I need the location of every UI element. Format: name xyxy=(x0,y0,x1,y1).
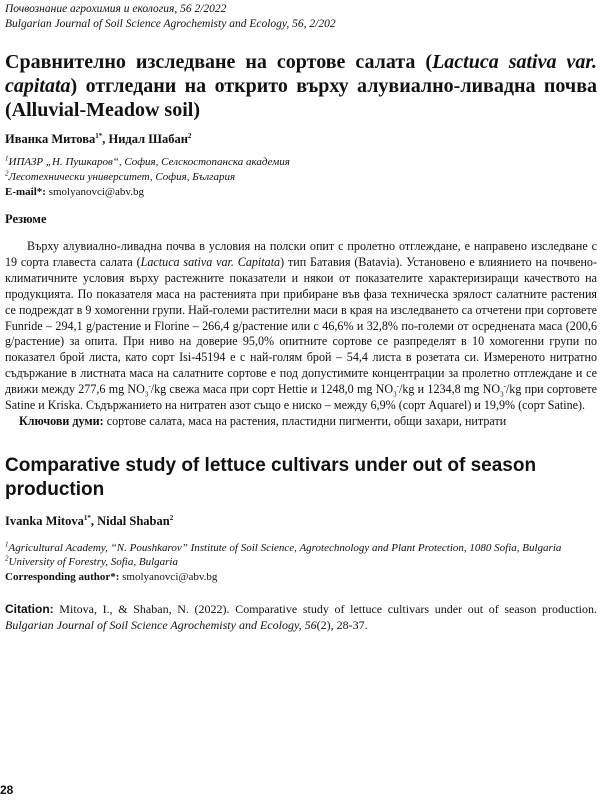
subscript: 3 xyxy=(393,390,397,399)
paper-page xyxy=(5,0,597,800)
bg-affiliations xyxy=(5,155,597,185)
aff-text: University of Forestry, Sofia, Bulgaria xyxy=(8,556,178,569)
corresponding-email[interactable]: smolyanovci@abv.bg xyxy=(119,570,218,583)
citation-text: (2), 28-37. xyxy=(316,617,368,632)
bg-author-2: Нидал Шабан xyxy=(108,132,188,146)
author-separator: , xyxy=(90,513,98,528)
abstract-text: /kg при сортовете Satine и Kriska. Съдържанието на нитратен азот също е ниско – между 6,9% (сорт Aquarel) и 19,9% (сорт Satine). xyxy=(5,382,597,413)
superscript: - xyxy=(503,382,506,391)
aff-sup: 1 xyxy=(5,540,9,549)
en-author-1-sup: 1* xyxy=(83,513,91,522)
en-authors xyxy=(5,514,597,529)
bg-authors xyxy=(5,132,597,147)
journal-header-bg: Почвознание агрохимия и екология, 56 2/2022 xyxy=(5,3,227,15)
subscript: 3 xyxy=(144,390,149,399)
en-title: Comparative study of lettuce cultivars under out of season production xyxy=(5,454,537,500)
journal-header xyxy=(5,2,597,32)
subscript: 3 xyxy=(500,390,504,399)
en-author-2: Nidal Shaban xyxy=(97,513,170,528)
bg-title-part: ) отгледани на открито върху алувиално-ливадна почва (Alluvial-Meadow soil) xyxy=(5,75,597,121)
bg-author-1: Иванка Митова xyxy=(5,132,96,146)
citation-label: Citation: xyxy=(5,601,54,616)
abstract-latin: Lactuca sativa var. Capitata xyxy=(140,254,281,269)
aff-sup: 2 xyxy=(5,169,9,178)
email-label: E-mail*: xyxy=(5,186,46,198)
citation-journal: Bulgarian Journal of Soil Science Agrochemisty and Ecology, 56 xyxy=(5,617,317,632)
bg-title xyxy=(5,50,597,122)
en-author-2-sup: 2 xyxy=(169,513,174,522)
page-number: 28 xyxy=(0,783,14,797)
en-affiliation-2 xyxy=(5,555,597,570)
aff-sup: 2 xyxy=(5,554,9,563)
superscript: - xyxy=(148,382,151,391)
abstract-text: /kg и 1234,8 mg NO xyxy=(398,382,501,397)
abstract-text: /kg свежа маса при сорт Hettie и 1248,0 mg NO xyxy=(150,382,394,397)
aff-text: ИПАЗР „Н. Пушкаров“, София, Селскостопанска академия xyxy=(8,156,290,168)
citation xyxy=(5,601,597,633)
bg-author-2-sup: 2 xyxy=(187,131,192,140)
en-affiliations xyxy=(5,541,597,570)
aff-text: Agricultural Academy, “N. Poushkarov” Institute of Soil Science, Agrotechnology and Plant Protection, 1080 Sofia, Bulgaria xyxy=(8,541,562,554)
aff-sup: 1 xyxy=(5,154,9,163)
abstract-body xyxy=(5,239,597,414)
author-separator: , xyxy=(102,132,109,146)
bg-title-latin: Lactuca sativa var. capitata xyxy=(5,51,597,97)
email-address[interactable]: smolyanovci@abv.bg xyxy=(45,186,144,198)
superscript: - xyxy=(396,382,399,391)
bg-affiliation-1 xyxy=(5,155,597,170)
journal-header-en: Bulgarian Journal of Soil Science Agrochemisty and Ecology, 56, 2/202 xyxy=(5,18,336,30)
bg-affiliation-2 xyxy=(5,170,597,185)
aff-text: Лесотехнически университет, София, България xyxy=(8,171,236,183)
citation-text: Mitova, I., & Shaban, N. (2022). Comparative study of lettuce cultivars under out of season production. xyxy=(53,601,597,616)
bg-author-1-sup: 1* xyxy=(95,131,103,140)
en-affiliation-1 xyxy=(5,541,597,556)
abstract-heading: Резюме xyxy=(5,212,47,226)
keywords-label: Ключови думи: xyxy=(19,413,104,428)
corresponding-label: Corresponding author*: xyxy=(5,570,120,583)
abstract-text: Върху алувиално-ливадна почва в условия на полски опит с пролетно отглеждане, е направено изследване с 19 сорта главеста салата ( xyxy=(5,239,597,269)
en-corresponding xyxy=(5,570,597,585)
keywords xyxy=(5,414,597,430)
keywords-text: сортове салата, маса на растения, пластидни пигменти, общи захари, нитрати xyxy=(103,413,507,428)
abstract-text: ) тип Батавия (Batavia). Установено е влиянието на почвено-климатичните условия върху растежните показатели и някои от показателите характеризиращи качеството на продукцията. По показателя маса на растенията при прибиране във фаза техническа зрялост салатните растения се подреждат в 9 хомогенни групи. Най-големи растителни маси в края на изследването са отчетени при сортовете Funride – 294,1 g/растение и Florine – 266,4 g/растение или с 46,6% и 32,8% по-големи от осреднената маса (200,6 g/растение) за опита. При ниво на доверие 95,0% опитните сортове се разпределят в 10 хомогенни групи по показател брой листа, като сорт Isi-45194 е с най-голям брой – 54,4 листа в розетата си. Измереното нитратно съдържание в листната маса на салатните сортове е под допустимите концентрации за пролетно отглеждане и се движи между 277,6 mg NO xyxy=(5,254,597,397)
bg-title-part: Сравнително изследване на сортове салата ( xyxy=(5,51,433,73)
bg-email xyxy=(5,185,597,200)
en-author-1: Ivanka Mitova xyxy=(5,513,84,528)
